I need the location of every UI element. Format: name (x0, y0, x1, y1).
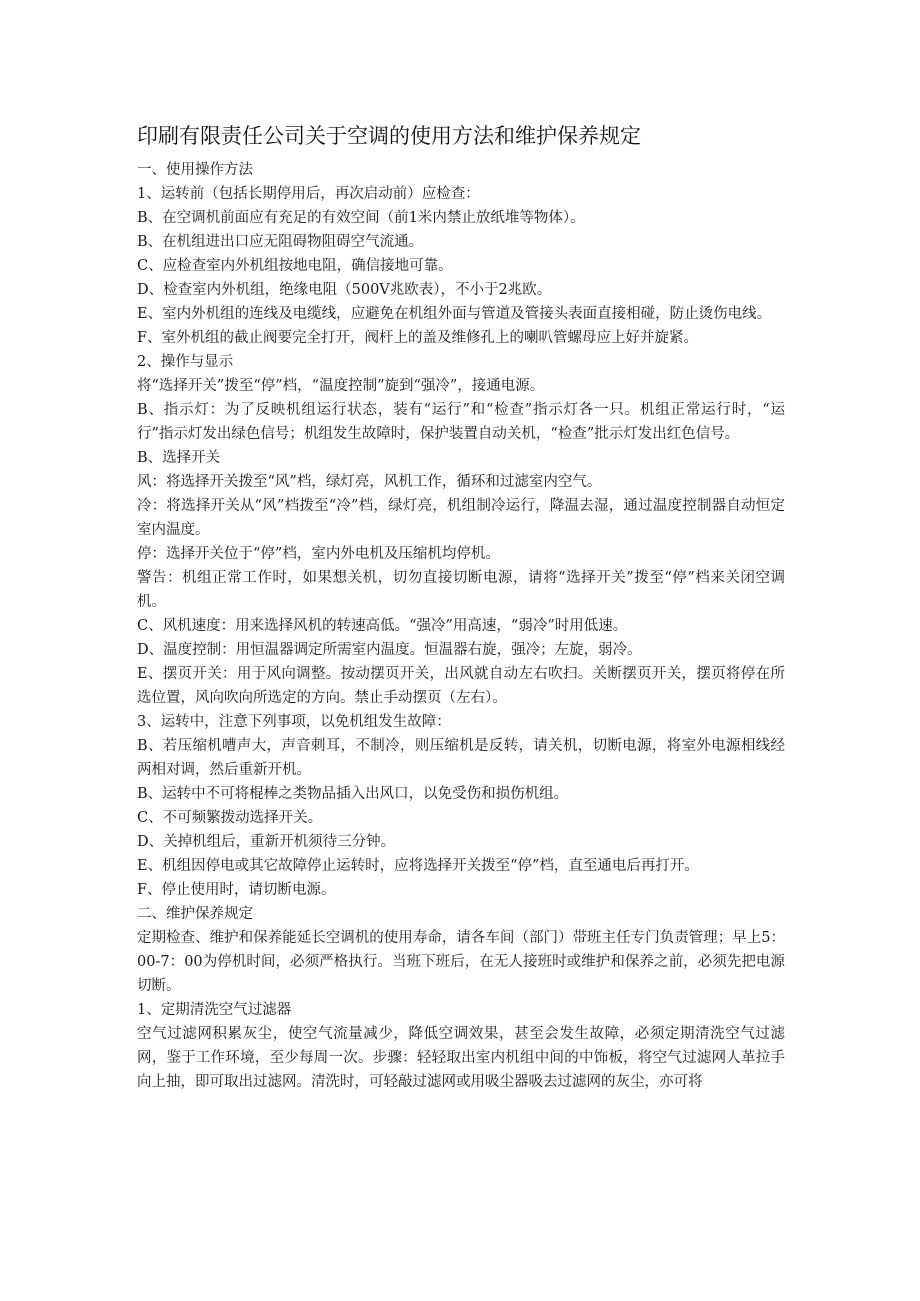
paragraph: E、机组因停电或其它故障停止运转时，应将选择开关拨至“停”档，直至通电后再打开。 (137, 858, 699, 874)
warning-paragraph: 警告：机组正常工作时，如果想关机，切勿直接切断电源，请将“选择开关”拨至“停”档来关闭空调机。 (137, 570, 785, 610)
paragraph: D、关掉机组后，重新开机须待三分钟。 (137, 834, 396, 850)
paragraph: B、在机组进出口应无阻碍物阻碍空气流通。 (137, 234, 424, 250)
paragraph: D、温度控制：用恒温器调定所需室内温度。恒温器右旋，强冷；左旋，弱冷。 (137, 642, 642, 658)
paragraph: 空气过滤网积累灰尘，使空气流量减少，降低空调效果，甚至会发生故障，必须定期清洗空气过滤网，鉴于工作环境，至少每周一次。步骤：轻轻取出室内机组中间的中饰板，将空气过滤网人革拉手向上抽，即可取出过滤网。清洗时，可轻敲过滤网或用吸尘器吸去过滤网的灰尘，亦可将 (137, 1026, 785, 1090)
paragraph: C、不可频繁拨动选择开关。 (137, 810, 323, 826)
subsection-operation-display: 2、操作与显示 (137, 354, 234, 370)
subsection-pre-run-check: 1、运转前（包括长期停用后，再次启动前）应检查： (137, 186, 480, 202)
paragraph: F、停止使用时，请切断电源。 (137, 882, 336, 898)
paragraph: F、室外机组的截止阀要完全打开，阀杆上的盖及维修孔上的喇叭管螺母应上好并旋紧。 (137, 330, 699, 346)
paragraph: D、检查室内外机组，绝缘电阻（500V兆欧表），不小于2兆欧。 (137, 282, 552, 298)
paragraph: C、应检查室内外机组按地电阻，确信接地可靠。 (137, 258, 453, 274)
paragraph: C、风机速度：用来选择风机的转速高低。“强冷”用高速，“弱冷”时用低速。 (137, 618, 628, 634)
section-heading-maintenance: 二、维护保养规定 (137, 906, 253, 922)
paragraph: 风：将选择开关拨至“风”档，绿灯亮，风机工作，循环和过滤室内空气。 (137, 474, 602, 490)
section-heading-usage: 一、使用操作方法 (137, 162, 253, 178)
subsection-filter-cleaning: 1、定期清洗空气过滤器 (137, 1002, 292, 1018)
paragraph: B、在空调机前面应有充足的有效空间（前1米内禁止放纸堆等物体）。 (137, 210, 585, 226)
paragraph: B、选择开关 (137, 450, 221, 466)
document-title: 印刷有限责任公司关于空调的使用方法和维护保养规定 (137, 124, 641, 148)
paragraph: 定期检查、维护和保养能延长空调机的使用寿命，请各车间（部门）带班主任专门负责管理；早上5：00-7：00为停机时间，必须严格执行。当班下班后，在无人接班时或维护和保养之前，必须先把电源切断。 (137, 930, 785, 994)
paragraph: B、运转中不可将棍棒之类物品插入出风口，以免受伤和损伤机组。 (137, 786, 569, 802)
paragraph: B、若压缩机嘈声大，声音刺耳，不制冷，则压缩机是反转，请关机，切断电源，将室外电源相线经两相对调，然后重新开机。 (137, 738, 785, 778)
paragraph: 停：选择开关位于“停”档，室内外电机及压缩机均停机。 (137, 546, 500, 562)
paragraph: E、摆页开关：用于风向调整。按动摆页开关，出风就自动左右吹扫。关断摆页开关，摆页将停在所选位置，风向吹向所选定的方向。禁止手动摆页（左右）。 (137, 666, 785, 706)
paragraph: 将“选择开关”拨至“停”档，“温度控制”旋到“强冷”，接通电源。 (137, 378, 545, 394)
document-body (137, 158, 785, 1094)
paragraph: B、指示灯：为了反映机组运行状态，装有“运行”和“检查”指示灯各一只。机组正常运行时，“运行”指示灯发出绿色信号；机组发生故障时，保护装置自动关机，“检查”批示灯发出红色信号。 (137, 402, 785, 442)
paragraph: E、室内外机组的连线及电缆线，应避免在机组外面与管道及管接头表面直接相碰，防止烫伤电线。 (137, 306, 772, 322)
subsection-running-notes: 3、运转中，注意下列事项，以免机组发生故障： (137, 714, 451, 730)
document-page (137, 118, 785, 1094)
paragraph: 冷：将选择开关从“风”档拨至“冷”档，绿灯亮，机组制冷运行，降温去湿，通过温度控制器自动恒定室内温度。 (137, 498, 785, 538)
